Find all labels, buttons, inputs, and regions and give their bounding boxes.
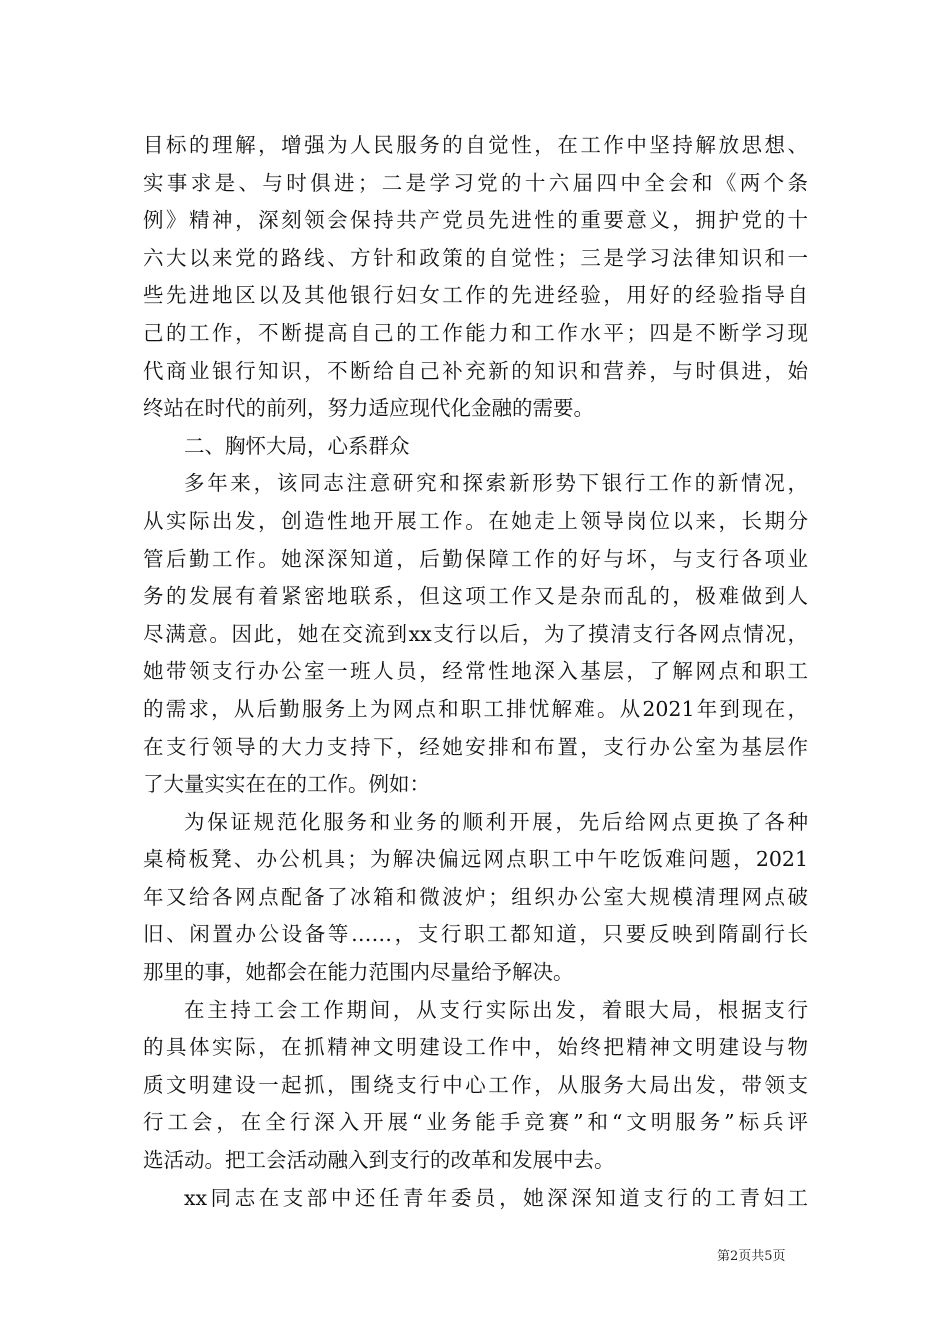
text-line: 些先进地区以及其他银行妇女工作的先进经验，用好的经验指导自 <box>143 283 808 308</box>
text-line: xx同志在支部中还任青年委员，她深深知道支行的工青妇工 <box>184 1185 808 1210</box>
text-line: 她带领支行办公室一班人员，经常性地深入基层，了解网点和职工 <box>143 659 808 684</box>
text-line: 尽满意。因此，她在交流到xx支行以后，为了摸清支行各网点情况， <box>143 621 808 646</box>
text-line: 那里的事，她都会在能力范围内尽量给予解决。 <box>143 960 574 985</box>
section-heading: 二、胸怀大局，心系群众 <box>184 433 410 458</box>
text-line: 为保证规范化服务和业务的顺利开展，先后给网点更换了各种 <box>184 809 808 834</box>
text-line: 行工会，在全行深入开展“业务能手竞赛”和“文明服务”标兵评 <box>143 1110 808 1135</box>
page-number: 第2页共5页 <box>717 1249 786 1264</box>
text-line: 旧、闲置办公设备等……，支行职工都知道，只要反映到隋副行长 <box>143 922 808 947</box>
text-line: 代商业银行知识，不断给自己补充新的知识和营养，与时俱进，始 <box>143 358 808 383</box>
text-line: 年又给各网点配备了冰箱和微波炉；组织办公室大规模清理网点破 <box>143 884 808 909</box>
text-line: 实事求是、与时俱进；二是学习党的十六届四中全会和《两个条 <box>143 170 808 195</box>
text-line: 选活动。把工会活动融入到支行的改革和发展中去。 <box>143 1148 615 1173</box>
text-line: 的需求，从后勤服务上为网点和职工排忧解难。从2021年到现在， <box>143 696 808 721</box>
text-line: 从实际出发，创造性地开展工作。在她走上领导岗位以来，长期分 <box>143 508 808 533</box>
text-line: 多年来，该同志注意研究和探索新形势下银行工作的新情况， <box>184 471 808 496</box>
document-body <box>143 127 808 1217</box>
text-line: 目标的理解，增强为人民服务的自觉性，在工作中坚持解放思想、 <box>143 133 808 157</box>
text-line: 六大以来党的路线、方针和政策的自觉性；三是学习法律知识和一 <box>143 245 808 270</box>
text-line: 质文明建设一起抓，围绕支行中心工作，从服务大局出发，带领支 <box>143 1072 808 1097</box>
text-line: 在支行领导的大力支持下，经她安排和布置，支行办公室为基层作 <box>143 734 808 759</box>
text-line: 了大量实实在在的工作。例如： <box>143 772 430 797</box>
text-line: 的具体实际，在抓精神文明建设工作中，始终把精神文明建设与物 <box>143 1035 808 1060</box>
text-line: 终站在时代的前列，努力适应现代化金融的需要。 <box>143 396 594 421</box>
text-line: 己的工作，不断提高自己的工作能力和工作水平；四是不断学习现 <box>143 320 808 345</box>
text-line: 例》精神，深刻领会保持共产党员先进性的重要意义，拥护党的十 <box>143 208 808 233</box>
text-line: 桌椅板凳、办公机具；为解决偏远网点职工中午吃饭难问题，2021 <box>143 847 808 872</box>
text-line: 务的发展有着紧密地联系，但这项工作又是杂而乱的，极难做到人 <box>143 584 808 609</box>
text-line: 在主持工会工作期间，从支行实际出发，着眼大局，根据支行 <box>184 997 808 1022</box>
text-line: 管后勤工作。她深深知道，后勤保障工作的好与坏，与支行各项业 <box>143 546 808 571</box>
